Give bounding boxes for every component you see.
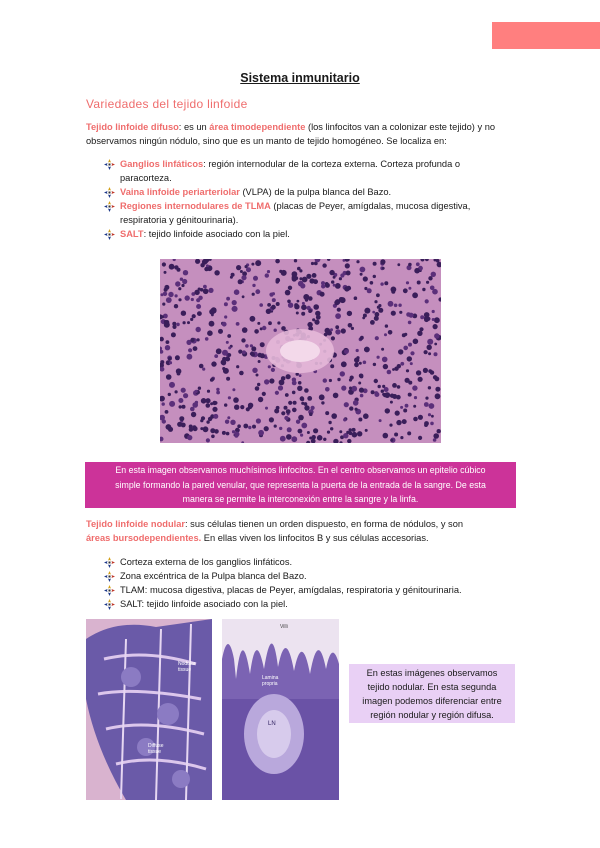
list-item-text: : región internodular de la corteza externa. Corteza profunda o: [203, 159, 461, 169]
diffuse-term-2: área timodependiente: [209, 122, 306, 132]
caption-nodular: [349, 664, 515, 723]
list-item-term: Vaina linfoide periarteriolar: [120, 187, 240, 197]
section-heading: Variedades del tejido linfoide: [86, 97, 248, 111]
micro-label: tissue: [148, 749, 162, 755]
list-item-term: SALT: [120, 229, 144, 239]
diffuse-text-2: (los linfocitos van a colonizar este tejido) y no observamos ningún nódulo, sino que es un manto de tejido homogéneo. Se localiza en:: [86, 122, 496, 146]
tonsil-micrograph: [86, 619, 212, 800]
corner-color-tab: [492, 22, 600, 49]
arrow-bullet-icon: [104, 159, 115, 170]
caption-line: región nodular y región difusa.: [370, 709, 494, 720]
nodular-text-1: : sus células tienen un orden dispuesto, en forma de nódulos, y son: [185, 519, 464, 529]
list-item: [104, 227, 504, 241]
micro-label: Lamina: [262, 675, 279, 681]
micro-label: tissue: [178, 667, 192, 673]
nodular-term: Tejido linfoide nodular: [86, 519, 185, 529]
list-item: [104, 555, 504, 569]
arrow-bullet-icon: [104, 229, 115, 240]
nodular-text-2: En ellas viven los linfocitos B y sus células accesorias.: [201, 533, 429, 543]
micro-label: LN: [268, 721, 276, 727]
list-item-text: (VLPA) de la pulpa blanca del Bazo.: [239, 187, 392, 197]
caption-line: manera se permite la interconexión entre la sangre y la linfa.: [182, 494, 419, 505]
intestine-micrograph: [222, 619, 339, 800]
diffuse-text-1: : es un: [178, 122, 210, 132]
list-item: [104, 157, 504, 185]
arrow-bullet-icon: [104, 201, 115, 212]
caption-line: imagen podemos diferenciar entre: [362, 695, 502, 706]
arrow-bullet-icon: [104, 599, 115, 610]
list-item: [104, 583, 504, 597]
list-item: [104, 569, 504, 583]
micro-label: Villi: [280, 624, 288, 630]
caption-line: En esta imagen observamos muchísimos linfocitos. En el centro observamos un epitelio cúbico: [115, 465, 486, 476]
arrow-bullet-icon: [104, 187, 115, 198]
arrow-bullet-icon: [104, 571, 115, 582]
micro-label: Diffuse: [148, 743, 164, 749]
list-item-text: Zona excéntrica de la Pulpa blanca del Bazo.: [120, 571, 307, 581]
nodular-term-2: áreas bursodependientes.: [86, 533, 202, 543]
diffuse-term: Tejido linfoide difuso: [86, 122, 179, 132]
list-item-text: : tejido linfoide asociado con la piel.: [143, 229, 290, 239]
micro-label: propria: [262, 681, 278, 687]
list-item-term: Ganglios linfáticos: [120, 159, 204, 169]
list-item: [104, 597, 504, 611]
list-item: [104, 185, 504, 199]
list-item-text-cont: respiratoria y génitourinaria).: [120, 215, 239, 225]
nodular-paragraph: [86, 517, 516, 545]
diffuse-tissue-micrograph: [160, 259, 441, 443]
list-item-text: SALT: tejido linfoide asociado con la piel.: [120, 599, 288, 609]
venule-lumen: [280, 340, 320, 362]
micro-label: Nodular: [178, 661, 196, 667]
diffuse-paragraph: [86, 120, 516, 148]
caption-line: En estas imágenes observamos: [366, 667, 498, 678]
diffuse-locations-list: [104, 157, 504, 241]
list-item-text: Corteza externa de los ganglios linfáticos.: [120, 557, 293, 567]
list-item-text-cont: paracorteza.: [120, 173, 172, 183]
caption-line: tejido nodular. En esta segunda: [367, 681, 497, 692]
caption-diffuse: [85, 462, 516, 508]
arrow-bullet-icon: [104, 557, 115, 568]
list-item-text: (placas de Peyer, amígdalas, mucosa digestiva,: [270, 201, 471, 211]
page-title: Sistema inmunitario: [240, 71, 360, 85]
list-item-term: Regiones internodulares de TLMA: [120, 201, 271, 211]
caption-line: simple formando la pared venular, que representa la puerta de la entrada de la sangre. De esta: [115, 479, 486, 490]
list-item-text: TLAM: mucosa digestiva, placas de Peyer, amígdalas, respiratoria y génitourinaria.: [120, 585, 462, 595]
list-item: [104, 199, 504, 227]
arrow-bullet-icon: [104, 585, 115, 596]
nodular-locations-list: [104, 555, 504, 611]
